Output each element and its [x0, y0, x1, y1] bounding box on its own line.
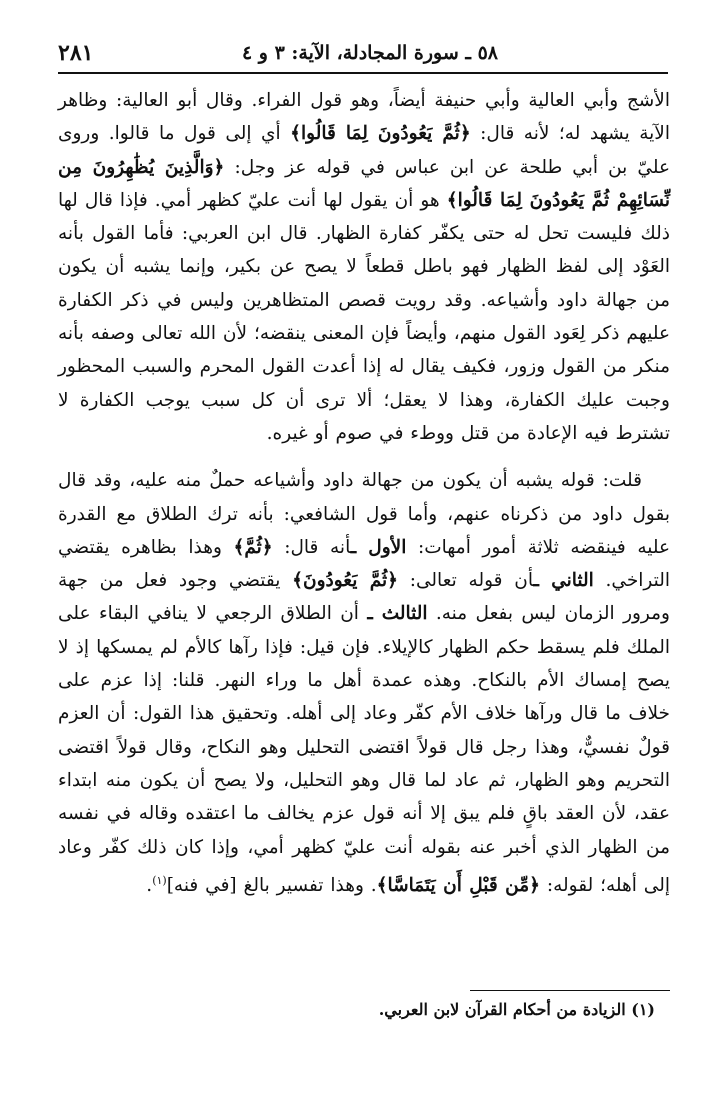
point-label-second: الثاني ـ [533, 570, 594, 592]
quran-quote: ﴿ثُمَّ يَعُودُونَ﴾ [292, 570, 399, 592]
para2-text-7: . وهذا تفسير بالغ [في فنه] [166, 874, 377, 896]
para1-text-1: الأشج وأبي العالية وأبي حنيفة أيضاً، وهو قول الفراء. وقال أبو العالية: وظاهر الآية يشهد له؛ لأنه قال: [58, 90, 670, 145]
para1-text-3: هو أن يقول لها أنت عليّ كظهر أمي. فإذا قال لها ذلك فليست تحل له حتى يكفّر كفارة الظهار. قال ابن العربي: فأما القول بأنه العَوْد إلى لفظ الظهار فهو باطل قطعاً لا يصح عن بكير، وإنما يشبه أن يكون من جهالة داود وأشياعه. وقد رويت قصص المتظاهرين وليس في ذكر الكفارة عليهم ذكر لِعَود القول منهم، وأيضاً فإن المعنى ينقضه؛ لأن الله تعالى وصفه بأنه منكر من القول وزور، فكيف يقال له إذا أعدت القول المحرم والسبب المحظور وجبت عليك الكفارة، وهذا لا يعقل؛ ألا ترى أن كل سبب يوجب الكفارة لا تشترط فيه الإعادة من قتل ووطء في صوم أو غيره. [58, 189, 670, 444]
footnote-reference: (١) [152, 873, 167, 887]
para2-text-4: أن قوله تعالى: [398, 570, 534, 592]
running-title: ٥٨ ـ سورة المجادلة، الآية: ٣ و ٤ [241, 42, 498, 64]
point-label-third: الثالث ـ [367, 603, 428, 625]
para2-text-5: يقتضي وجود فعل من جهة ومرور الزمان ليس بفعل منه. [58, 570, 670, 625]
para2-text-2: أنه قال: [272, 536, 351, 558]
point-label-first: الأول ـ [350, 536, 407, 558]
paragraph-2 [58, 464, 670, 902]
footnote-divider [470, 990, 670, 991]
quran-quote: ﴿ثُمَّ﴾ [233, 536, 273, 558]
para1-text-2: أي إلى قول ما قالوا. وروى عليّ بن أبي طلحة عن ابن عباس في قوله عز وجل: [58, 123, 670, 178]
para2-text-1: قلت: قوله يشبه أن يكون من جهالة داود وأشياعه حملٌ منه عليه، وقد قال بقول داود من ذكرناه عنهم، وأما قول الشافعي: بأنه ترك الطلاق مع القدرة عليه فينقضه ثلاثة أمور أمهات: [58, 470, 671, 558]
quran-quote: ﴿وَالَّذِينَ يُظَٰهِرُونَ مِن نِّسَائِهِمْ ثُمَّ يَعُودُونَ لِمَا قَالُوا﴾ [58, 156, 671, 211]
page-number: ٢٨١ [58, 40, 94, 66]
body-text [58, 84, 670, 902]
footnote: (١) الزيادة من أحكام القرآن لابن العربي. [378, 1000, 655, 1019]
para2-text-6: أن الطلاق الرجعي لا ينافي البقاء على الملك فلم يسقط حكم الظهار كالإيلاء. فإن قيل: فإذا رآها كالأم لم يمسكها إذ لا يصح إمساك الأم بالنكاح. وهذه عمدة أهل ما وراء النهر. قلنا: إذا عزم على خلاف ما قال ورآها خلاف الأم كفّر وعاد إلى أهله. وتحقيق هذا القول: أن العزم قولٌ نفسيٌّ، وهذا رجل قال قولاً اقتضى التحليل وهو النكاح، وقال قولاً اقتضى التحريم وهو الظهار، ثم عاد لما قال وهو التحليل، ولا يصح أن يكون منه ابتداء عقد، لأن العقد باقٍ فلم يبق إلا أنه قول عزم يخالف ما اعتقده وقاله في نفسه من الظهار الذي أخبر عنه بقوله أنت عليّ كظهر أمي، وإذا كان ذلك كفّر وعاد إلى أهله؛ لقوله: [58, 603, 670, 896]
para2-text-3: وهذا بظاهره يقتضي التراخي. [58, 536, 670, 592]
quran-quote: ﴿مِّن قَبْلِ أَن يَتَمَاسَّا﴾ [376, 874, 540, 896]
page-header [58, 38, 668, 74]
para2-text-8: . [146, 874, 153, 896]
paragraph-1 [58, 84, 670, 450]
quran-quote: ﴿ثُمَّ يَعُودُونَ لِمَا قَالُوا﴾ [290, 123, 471, 145]
